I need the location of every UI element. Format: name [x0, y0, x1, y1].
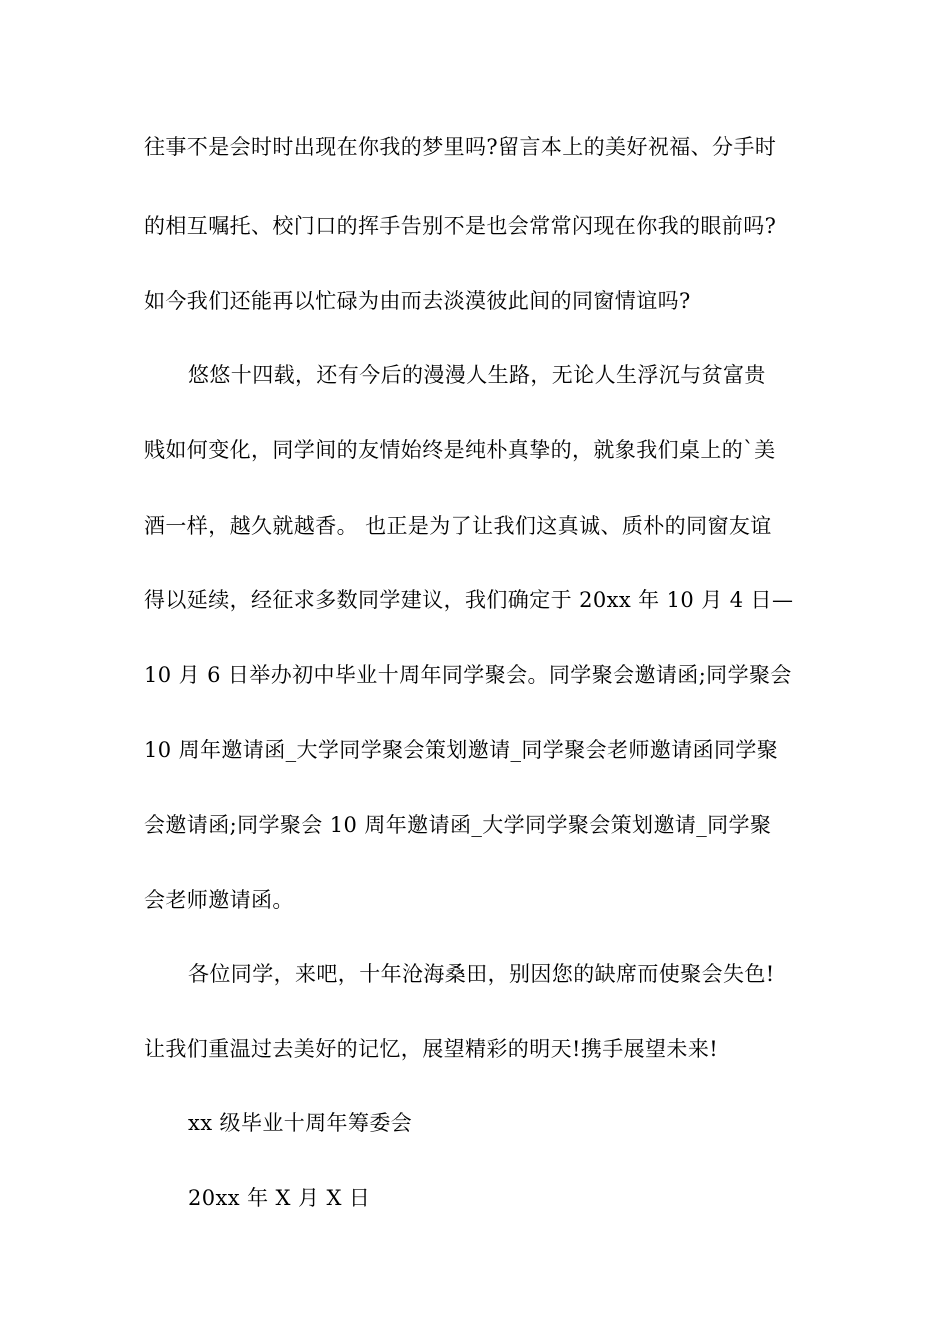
paragraph-line: 10 周年邀请函_大学同学聚会策划邀请_同学聚会老师邀请函同学聚: [144, 738, 779, 762]
paragraph-line: 的相互嘱托、校门口的挥手告别不是也会常常闪现在你我的眼前吗?: [144, 214, 777, 238]
signature-committee: xx 级毕业十周年筹委会: [188, 1111, 413, 1135]
paragraph-line: 得以延续，经征求多数同学建议，我们确定于 20xx 年 10 月 4 日—: [144, 588, 794, 612]
paragraph-line: 往事不是会时时出现在你我的梦里吗?留言本上的美好祝福、分手时: [144, 135, 777, 159]
paragraph-line: 如今我们还能再以忙碌为由而去淡漠彼此间的同窗情谊吗?: [144, 289, 691, 313]
paragraph-line: 会老师邀请函。: [144, 888, 294, 912]
paragraph-line: 贱如何变化，同学间的友情始终是纯朴真挚的，就象我们桌上的`美: [144, 438, 776, 462]
paragraph-line: 会邀请函;同学聚会 10 周年邀请函_大学同学聚会策划邀请_同学聚: [144, 813, 772, 837]
paragraph-line: 悠悠十四载，还有今后的漫漫人生路，无论人生浮沉与贫富贵: [188, 363, 766, 387]
paragraph-line: 10 月 6 日举办初中毕业十周年同学聚会。同学聚会邀请函;同学聚会: [144, 663, 792, 687]
paragraph-line: 让我们重温过去美好的记忆，展望精彩的明天!携手展望未来!: [144, 1037, 719, 1061]
paragraph-line: 各位同学，来吧，十年沧海桑田，别因您的缺席而使聚会失色!: [188, 962, 775, 986]
paragraph-line: 酒一样，越久就越香。 也正是为了让我们这真诚、质朴的同窗友谊: [144, 514, 772, 538]
signature-date: 20xx 年 X 月 X 日: [188, 1186, 371, 1210]
